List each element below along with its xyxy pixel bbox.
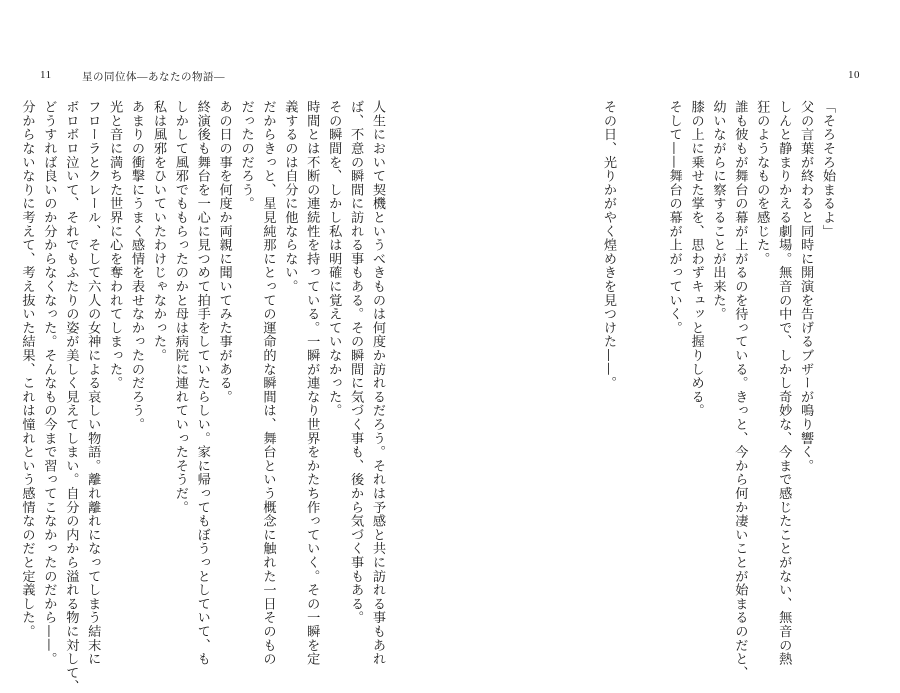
right-text-line [619,100,641,570]
left-text-line: その瞬間を、しかし私は明確に覚えていなかった。 [326,100,342,418]
left-text-line: 義するのは自分に他ならない。 [282,100,298,294]
right-text-line: その日、光りかがやく煌めきを見つけた——。 [600,100,616,390]
left-text-line: 光と音に満ちた世界に心を奪われてしまった。 [107,100,123,390]
right-page-body [597,100,838,680]
left-page-body [16,100,388,693]
right-page [450,0,900,680]
running-title: 星の同位体—あなたの物語— [82,72,225,83]
left-text-line: だからきっと、星見純那にとっての運命的な瞬間は、舞台という概念に触れた一日そのもの [260,100,276,666]
right-page-number: 10 [848,69,860,81]
left-text-line: 人生において契機というべきものは何度か訪れるだろう。それは予感と共に訪れる事もあれ [370,100,385,666]
left-text-line: フローラとクレール、そして六人の女神による哀しい物語。離れ離れになってしまう結末に [85,100,101,666]
left-text-line: しかして風邪でももらったのかと母は病院に連れていったそうだ。 [172,100,188,514]
right-text-line: 誰も彼もが舞台の幕が上がるのを待っている。きっと、今から何か凄いことが始まるのだと、 [732,100,748,680]
left-text-line: あの日の事を何度か両親に聞いてみた事がある。 [216,100,232,404]
right-text-line: 狂のようなものを感じた。 [754,100,770,266]
left-text-line: ば、不意の瞬間に訪れる事もある。その瞬間に気づく事も、後から気づく事もある。 [348,100,364,625]
left-text-line: 私は風邪をひいていたわけじゃなかった。 [150,100,166,363]
right-text-line: 父の言葉が終わると同時に開演を告げるブザーが鳴り響く。 [798,100,814,473]
left-text-line: ボロボロ泣いて、それでもふたりの姿が美しく見えてしまい。自分の内から溢れる物に対して、 [63,100,79,693]
left-text-line: 分からないなりに考えて、考え抜いた結果、これは憧れという感情なのだと定義した。 [19,100,35,639]
left-text-line: あまりの衝撃にうまく感情を表せなかったのだろう。 [129,100,145,432]
left-text-line: 終演後も舞台を一心に見つめて拍手をしていたらしい。家に帰ってもぼうっとしていて、も [194,100,210,666]
left-text-line: 時間とは不断の連続性を持っている。一瞬が連なり世界をかたち作っていく。その一瞬を定 [304,100,320,666]
right-text-line: 膝の上に乗せた掌を、思わずキュッと握りしめる。 [688,100,704,418]
right-text-line: そして——舞台の幕が上がっていく。 [666,100,682,335]
right-text-line: しんと静まりかえる劇場。無音の中で、しかし奇妙な、今まで感じたことがない、無音の熱 [776,100,792,666]
right-text-line [641,100,663,570]
left-text-line: だったのだろう。 [238,100,254,211]
left-page-number: 11 [40,69,52,81]
left-text-line: どうすれば良いのか分からなくなった。そんなもの今まで習ってこなかったのだから——。 [41,100,57,666]
right-text-line: 「そろそろ始まるよ」 [820,100,835,238]
right-text-line: 幼いながらに察することが出来た。 [710,100,726,321]
